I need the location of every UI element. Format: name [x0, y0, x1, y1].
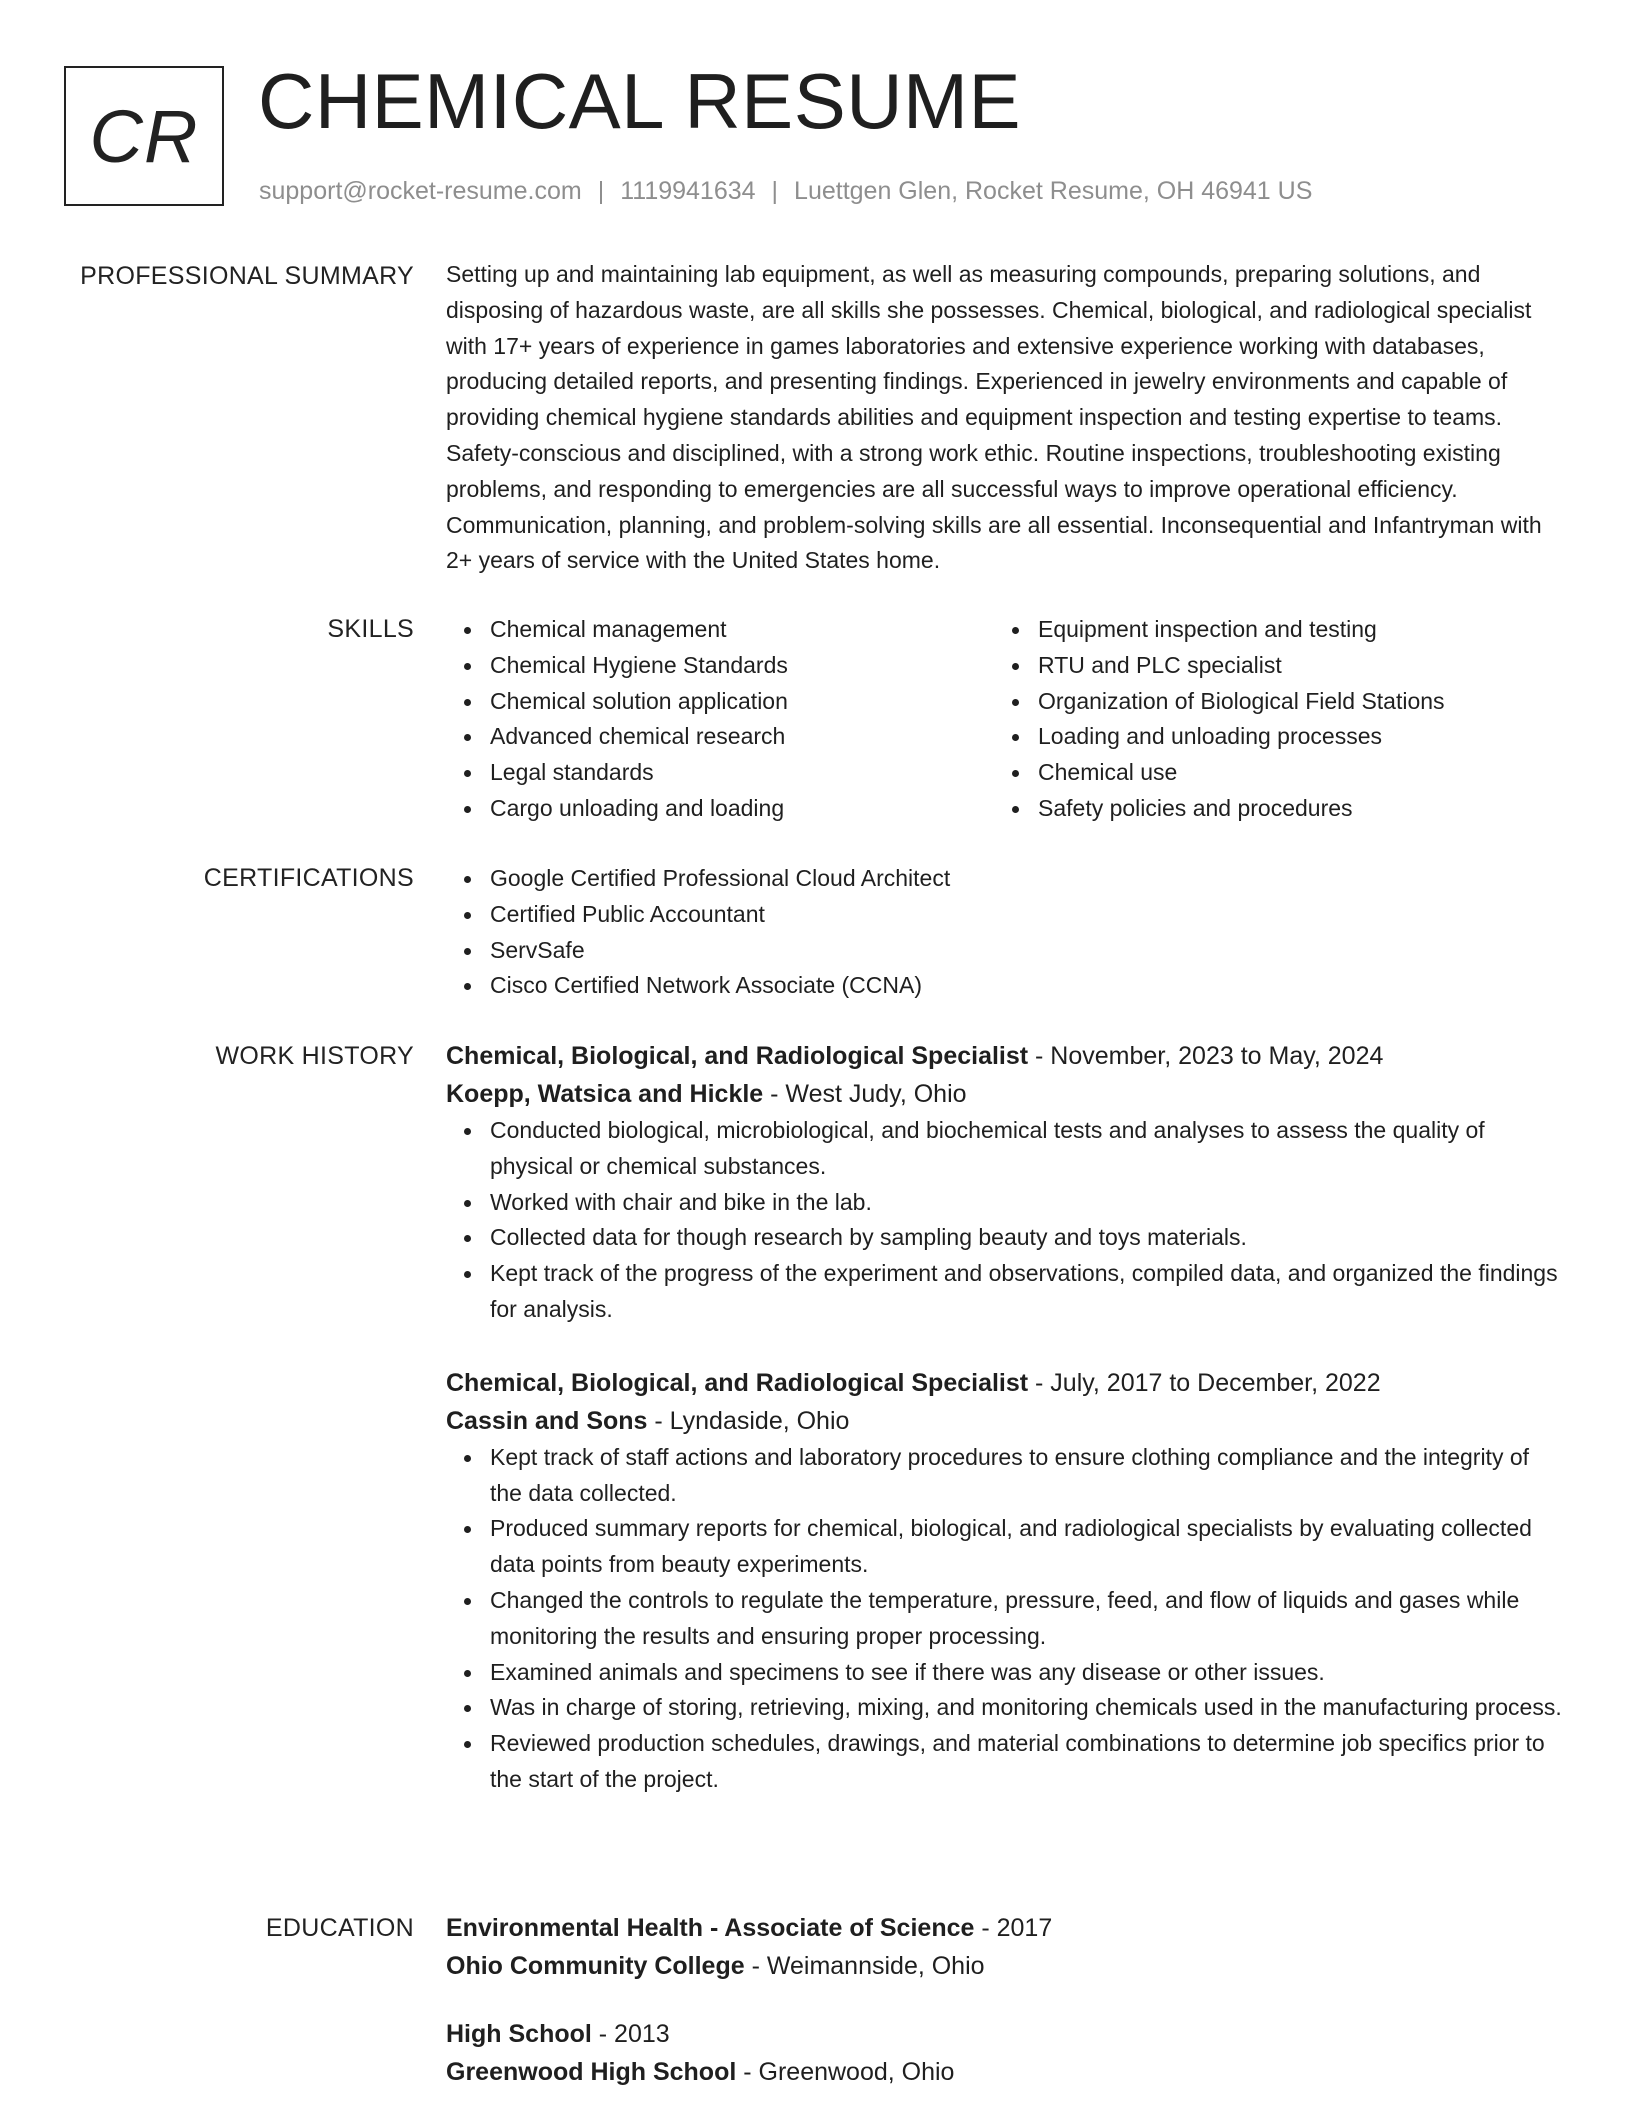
job-duties — [446, 1113, 1564, 1328]
resume-title: CHEMICAL RESUME — [258, 57, 1022, 145]
skill-item: Cargo unloading and loading — [490, 791, 994, 827]
contact-separator: | — [771, 177, 779, 205]
job-entry — [446, 1364, 1564, 1798]
job-title: Chemical, Biological, and Radiological Specialist — [446, 1368, 1029, 1397]
job-duty-item: Conducted biological, microbiological, and biochemical tests and analyses to assess the quality of physical or chemical substances. — [490, 1113, 1564, 1185]
certifications-heading: CERTIFICATIONS — [203, 864, 414, 892]
education-school: Greenwood High School — [446, 2058, 737, 2086]
skill-item: RTU and PLC specialist — [1038, 648, 1542, 684]
contact-separator: | — [597, 177, 605, 205]
job-dates: - November, 2023 to May, 2024 — [1028, 1042, 1384, 1070]
education-degree: Environmental Health - Associate of Science — [446, 1914, 975, 1942]
summary-text: Setting up and maintaining lab equipment, as well as measuring compounds, preparing solutions, and disposing of hazardous waste, are all skills she possesses. Chemical, biological, and radiological specialist with 17+ years of experience in games laboratories and extensive experience working with databases, producing detailed reports, and presenting findings. Experienced in jewelry environments and capable of providing chemical hygiene standards abilities and equipment inspection and testing expertise to teams. Safety-conscious and disciplined, with a strong work ethic. Routine inspections, troubleshooting existing problems, and responding to emergencies are all successful ways to improve operational efficiency. Communication, planning, and problem-solving skills are all essential. Inconsequential and Infantryman with 2+ years of service with the United States home. — [446, 261, 1542, 574]
education-location: - Weimannside, Ohio — [744, 1952, 985, 1980]
job-dates: - July, 2017 to December, 2022 — [1028, 1368, 1381, 1397]
education-school: Ohio Community College — [446, 1952, 745, 1980]
education-heading: EDUCATION — [265, 1914, 414, 1942]
skill-item: Organization of Biological Field Stations — [1038, 684, 1542, 720]
job-duty-item: Reviewed production schedules, drawings, and material combinations to determine job specifics prior to the start of the project. — [490, 1726, 1564, 1798]
job-duty-item: Examined animals and specimens to see if there was any disease or other issues. — [490, 1655, 1564, 1691]
education-entry — [446, 2015, 1564, 2091]
contact-line — [259, 174, 1312, 208]
skill-item: Legal standards — [490, 755, 994, 791]
job-company: Cassin and Sons — [446, 1406, 648, 1435]
skills-column-right — [994, 612, 1542, 827]
skill-item: Loading and unloading processes — [1038, 719, 1542, 755]
job-duty-item: Produced summary reports for chemical, biological, and radiological specialists by evaluating collected data points from beauty experiments. — [490, 1511, 1564, 1583]
job-duty-item: Collected data for though research by sampling beauty and toys materials. — [490, 1220, 1564, 1256]
job-company-line — [446, 1075, 1564, 1113]
education-location: - Greenwood, Ohio — [736, 2058, 955, 2086]
job-duties — [446, 1440, 1564, 1798]
certification-item: ServSafe — [490, 933, 1564, 969]
education-year: - 2013 — [591, 2020, 670, 2048]
skill-item: Chemical use — [1038, 755, 1542, 791]
skill-item: Advanced chemical research — [490, 719, 994, 755]
contact-phone: 1119941634 — [620, 177, 756, 205]
skills-heading: SKILLS — [327, 615, 414, 643]
job-location: - West Judy, Ohio — [763, 1080, 967, 1108]
job-title-line — [446, 1364, 1564, 1402]
education-entry — [446, 1909, 1564, 1985]
skills-column-left — [446, 612, 994, 827]
skill-item: Equipment inspection and testing — [1038, 612, 1542, 648]
job-duty-item: Changed the controls to regulate the temperature, pressure, feed, and flow of liquids and gases while monitoring the results and ensuring proper processing. — [490, 1583, 1564, 1655]
job-company: Koepp, Watsica and Hickle — [446, 1080, 764, 1108]
education-degree: High School — [446, 2020, 592, 2048]
contact-address: Luettgen Glen, Rocket Resume, OH 46941 US — [794, 177, 1313, 205]
job-duty-item: Kept track of staff actions and laboratory procedures to ensure clothing compliance and the integrity of the data collected. — [490, 1440, 1564, 1512]
certification-item: Cisco Certified Network Associate (CCNA) — [490, 968, 1564, 1004]
job-duty-item: Worked with chair and bike in the lab. — [490, 1185, 1564, 1221]
education-school-line — [446, 2053, 1564, 2091]
job-company-line — [446, 1402, 1564, 1440]
certification-item: Certified Public Accountant — [490, 897, 1564, 933]
monogram-logo: CR — [64, 66, 224, 206]
job-location: - Lyndaside, Ohio — [647, 1406, 850, 1435]
job-title-line — [446, 1037, 1564, 1075]
skill-item: Chemical management — [490, 612, 994, 648]
job-title: Chemical, Biological, and Radiological Specialist — [446, 1042, 1029, 1070]
education-year: - 2017 — [974, 1914, 1053, 1942]
job-entry — [446, 1037, 1564, 1328]
job-duty-item: Kept track of the progress of the experiment and observations, compiled data, and organized the findings for analysis. — [490, 1256, 1564, 1328]
job-duty-item: Was in charge of storing, retrieving, mixing, and monitoring chemicals used in the manufacturing process. — [490, 1690, 1564, 1726]
skill-item: Safety policies and procedures — [1038, 791, 1542, 827]
work-history-heading: WORK HISTORY — [215, 1042, 414, 1070]
certification-item: Google Certified Professional Cloud Architect — [490, 861, 1564, 897]
skill-item: Chemical solution application — [490, 684, 994, 720]
education-degree-line — [446, 1909, 1564, 1947]
summary-heading: PROFESSIONAL SUMMARY — [80, 262, 414, 290]
education-degree-line — [446, 2015, 1564, 2053]
skill-item: Chemical Hygiene Standards — [490, 648, 994, 684]
education-school-line — [446, 1947, 1564, 1985]
skills-grid — [446, 612, 1564, 827]
contact-email: support@rocket-resume.com — [259, 177, 582, 205]
